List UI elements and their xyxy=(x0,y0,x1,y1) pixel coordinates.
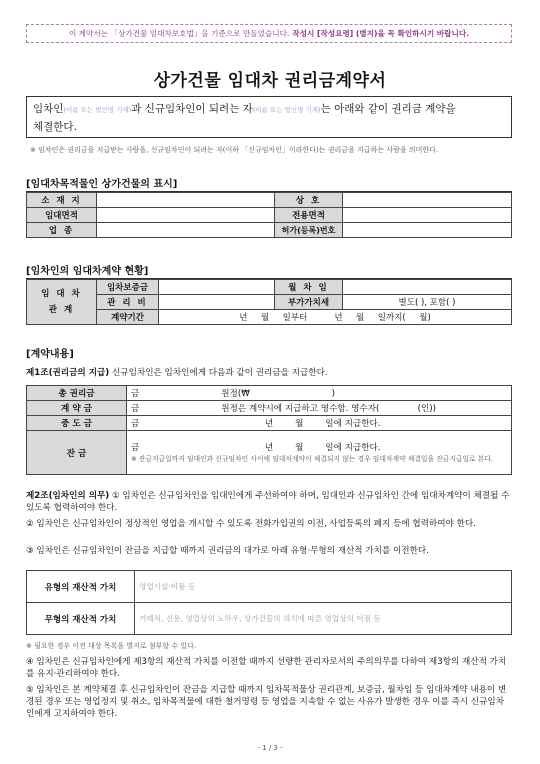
article-2-clause-3: ③ 임차인은 신규임차인이 잔금을 지급할 때까지 권리금의 대가로 아래 유형·무형의 재산적 가치를 이전한다. xyxy=(26,546,429,556)
article-1-heading: 제1조(권리금의 지급) xyxy=(26,368,110,378)
business-name-field[interactable] xyxy=(343,193,512,208)
exclusive-area-field[interactable] xyxy=(343,208,512,223)
cell-label: 계약기간 xyxy=(97,310,159,325)
article-2 xyxy=(26,490,512,514)
cell-label: 임대면적 xyxy=(27,208,97,223)
document-title: 상가건물 임대차 권리금계약서 xyxy=(153,71,387,91)
cell-label: 중 도 금 xyxy=(27,416,127,431)
party-text-4: 체결한다. xyxy=(33,121,77,133)
tangible-assets-field[interactable]: 영업시설·비품 등 xyxy=(135,571,512,603)
party-hint-2: (이름 또는 법인명 기재) xyxy=(252,106,321,114)
party-text-2: 과 신규임차인이 되려는 자 xyxy=(131,103,253,115)
table-row xyxy=(27,295,512,310)
cell-label: 무형의 재산적 가치 xyxy=(27,603,135,635)
contract-period-field[interactable]: 년 월 일부터 년 월 일까지( 월) xyxy=(159,310,512,325)
article-2-clause-5: ⑤ 임차인은 본 계약체결 후 신규임차인이 잔금을 지급할 때까지 임차목적물상 권리관계, 보증금, 월차임 등 임대차계약 내용이 변경된 경우 또는 영업정지 및 취소, 임차목적물에 대한 철거명령 등 영업을 지속할 수 없는 사유가 발생한 경우 이를 즉시 신규임차인에게 고지하여야 한다. xyxy=(26,685,507,719)
party-text-1: 임차인 xyxy=(33,103,64,115)
deposit-field[interactable] xyxy=(159,280,275,295)
notice-highlight: 작성시 [작성요령] (별지)을 꼭 확인하시기 바랍니다. xyxy=(292,29,470,38)
balance-field[interactable]: 금 년 월 일에 지급한다. xyxy=(131,442,381,453)
article-2-heading: 제2조(임차인의 의무) xyxy=(26,491,110,501)
payment-table xyxy=(26,385,512,475)
cell-label: 업 종 xyxy=(27,223,97,238)
table-row xyxy=(27,223,512,238)
assets-table xyxy=(26,570,512,635)
table-row xyxy=(27,310,512,325)
monthly-rent-field[interactable] xyxy=(343,280,512,295)
article-2-clause-2: ② 임차인은 신규임차인이 정상적인 영업을 개시할 수 있도록 전화가입권의 이전, 사업등록의 폐지 등에 협력하여야 한다. xyxy=(26,519,476,529)
cell-label: 전용면적 xyxy=(275,208,343,223)
maintenance-fee-field[interactable] xyxy=(159,295,275,310)
balance-note: ※ 잔금지급일까지 임대인과 신규임차인 사이에 임대차계약이 체결되지 않는 경우 임대차계약 체결일을 잔금지급일로 본다. xyxy=(131,454,494,463)
article-1 xyxy=(26,367,512,379)
cell-label: 관 리 비 xyxy=(97,295,159,310)
intangible-assets-field[interactable]: 거래처, 신용, 영업상의 노하우, 상가건물의 위치에 따른 영업상의 이점 등 xyxy=(135,603,512,635)
table-row xyxy=(27,431,512,475)
balance-cell xyxy=(127,431,512,475)
cell-label: 임차보증금 xyxy=(97,280,159,295)
property-table xyxy=(26,192,512,238)
article-1-body: 신규임차인은 임차인에게 다음과 같이 권리금을 지급한다. xyxy=(109,368,328,378)
cell-label: 잔 금 xyxy=(27,431,127,475)
cell-label: 임 대 차 관 계 xyxy=(27,280,97,325)
table-row xyxy=(27,416,512,431)
party-statement xyxy=(26,96,512,138)
notice-text: 이 계약서는 「상가건물 임대차보호법」을 기준으로 만들었습니다. xyxy=(68,29,290,38)
business-type-field[interactable] xyxy=(97,223,275,238)
table-row xyxy=(27,386,512,401)
page-number: - 1 / 3 - xyxy=(257,744,283,752)
down-payment-field[interactable]: 금 원정은 계약시에 지급하고 영수함. 영수자( (인)) xyxy=(127,401,512,416)
section-property: [임대차목적물인 상가건물의 표시] xyxy=(26,175,512,192)
vat-field[interactable]: 별도( ), 포함( ) xyxy=(343,295,512,310)
party-text-3: 는 아래와 같이 권리금 계약을 xyxy=(320,103,456,115)
table-row xyxy=(27,603,512,635)
rental-area-field[interactable] xyxy=(97,208,275,223)
license-number-field[interactable] xyxy=(343,223,512,238)
article-2-clause-1: ① 임차인은 신규임차인을 임대인에게 주선하여야 하며, 임대인과 신규임차인 간에 임대차계약이 체결될 수 있도록 협력하여야 한다. xyxy=(26,491,510,513)
table-row xyxy=(27,193,512,208)
cell-label: 소 재 지 xyxy=(27,193,97,208)
cell-label: 월 차 임 xyxy=(275,280,343,295)
interim-payment-field[interactable]: 금 년 월 일에 지급한다. xyxy=(127,416,512,431)
total-premium-field[interactable]: 금 원정(₩ ) xyxy=(127,386,512,401)
definition-note: ※ 임차인은 권리금을 지급받는 사람을, 신규임차인이 되려는 자(이하 「신규임차인」이라한다)는 권리금을 지급하는 사람을 의미한다. xyxy=(30,146,439,154)
cell-label: 계 약 금 xyxy=(27,401,127,416)
cell-label: 총 권리금 xyxy=(27,386,127,401)
section-lease-status: [임차인의 임대차계약 현황] xyxy=(26,262,512,279)
cell-label: 부가가치세 xyxy=(275,295,343,310)
notice-banner xyxy=(26,24,512,43)
address-field[interactable] xyxy=(97,193,275,208)
lease-table xyxy=(26,279,512,325)
section-contract-content: [계약내용] xyxy=(26,349,74,360)
table-row xyxy=(27,280,512,295)
cell-label: 유형의 재산적 가치 xyxy=(27,571,135,603)
cell-label: 허가(등록)번호 xyxy=(275,223,343,238)
party-hint-1: (이름 또는 법인명 기재) xyxy=(63,106,132,114)
article-2-clause-4: ④ 임차인은 신규임차인에게 제3항의 재산적 가치를 이전할 때까지 선량한 관리자로서의 주의의무를 다하여 제3항의 재산적 가치를 유지·관리하여야 한다. xyxy=(26,657,507,679)
cell-label: 상 호 xyxy=(275,193,343,208)
table-row xyxy=(27,401,512,416)
table-row xyxy=(27,208,512,223)
table-row xyxy=(27,571,512,603)
assets-note: ※ 필요한 경우 이전 대상 목록을 별지로 첨부할 수 있다. xyxy=(26,642,197,650)
